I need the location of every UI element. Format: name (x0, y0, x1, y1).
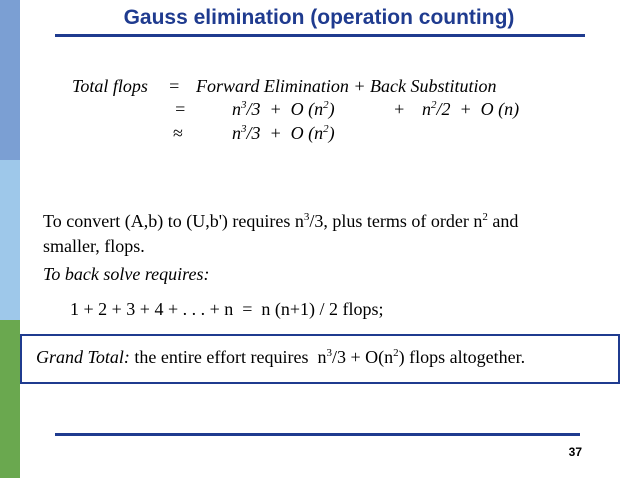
page-title: Gauss elimination (operation counting) (123, 6, 515, 29)
eq-term: n (422, 99, 431, 119)
eq-rhs: Forward Elimination + Back Substitution (196, 76, 497, 96)
eq-term: n (232, 99, 241, 119)
text-run: smaller, flops. (43, 236, 145, 256)
equals-sign: = (174, 99, 187, 119)
eq-term: /3 + O (n (246, 123, 324, 143)
text-run: the entire effort requires n (129, 347, 327, 367)
eq-row2-op (174, 99, 186, 120)
eq-exp: 2 (431, 99, 437, 111)
grand-total-label: Grand Total: (36, 347, 130, 367)
grand-total-line (36, 347, 525, 368)
paragraph-line-2 (43, 236, 145, 257)
paragraph-line-1 (43, 211, 518, 232)
eq-row1-rhs (196, 76, 496, 97)
eq-term: n (232, 123, 241, 143)
eq-term: ) (328, 99, 335, 119)
text-run: /3 + O(n (331, 347, 394, 367)
text-run: /3, plus terms of order n (309, 211, 483, 231)
sum-line: 1 + 2 + 3 + 4 + . . . + n = n (n+1) / 2 flops; (70, 299, 384, 319)
eq-row3-a (232, 123, 335, 144)
text-run: ) flops altogether. (398, 347, 526, 367)
eq-row2-b (422, 99, 519, 120)
eq-row3-op (173, 123, 183, 144)
back-solve-label: To back solve requires: (43, 264, 210, 284)
eq-lhs: Total flops (72, 76, 148, 96)
eq-exp: 2 (323, 123, 329, 135)
superscript: 3 (326, 347, 332, 359)
text-run: To convert (A,b) to (U,b') requires n (43, 211, 304, 231)
eq-row2-a (232, 99, 335, 120)
eq-exp: 2 (323, 99, 329, 111)
eq-term: /3 + O (n (246, 99, 324, 119)
eq-row2-plus (393, 99, 405, 120)
approx-sign: ≈ (173, 123, 183, 143)
title-divider (55, 34, 585, 37)
eq-row1 (72, 76, 148, 97)
superscript: 3 (303, 211, 310, 223)
eq-term: ) (328, 123, 335, 143)
superscript: 2 (393, 347, 399, 359)
equals-sign: = (168, 76, 181, 96)
page-number: 37 (568, 445, 582, 459)
eq-exp: 3 (241, 123, 247, 135)
footer-divider (55, 433, 580, 436)
eq-term: /2 + O (n) (436, 99, 520, 119)
plus-sign: + (393, 99, 406, 119)
side-bar-green (0, 320, 20, 478)
eq-exp: 3 (241, 99, 247, 111)
text-run: and (487, 211, 519, 231)
side-bar-lightblue (0, 160, 20, 320)
superscript: 2 (482, 211, 488, 223)
eq-row1-op (168, 76, 180, 97)
